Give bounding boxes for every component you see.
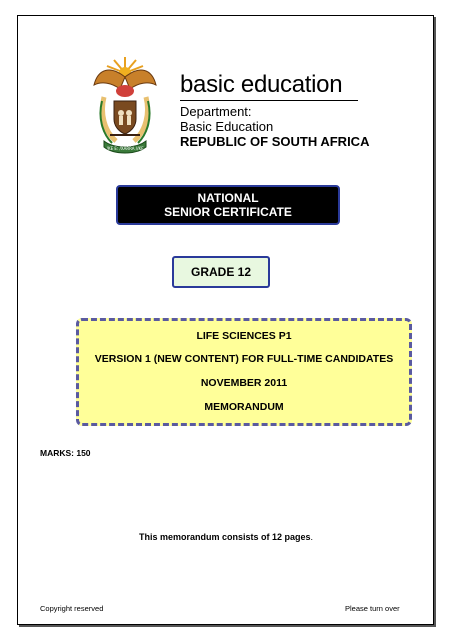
exam-info-box <box>76 318 412 426</box>
brand-divider <box>180 100 358 101</box>
footer-copyright: Copyright reserved <box>40 604 104 613</box>
footer-turn-over: Please turn over <box>345 604 400 613</box>
exam-date: NOVEMBER 2011 <box>200 377 288 389</box>
certificate-box <box>116 185 340 225</box>
grade-box: GRADE 12 <box>172 256 270 288</box>
country-name: REPUBLIC OF SOUTH AFRICA <box>180 134 370 149</box>
coat-of-arms-icon <box>90 55 160 155</box>
exam-version: VERSION 1 (NEW CONTENT) FOR FULL-TIME CANDIDATES <box>94 353 394 365</box>
marks-label: MARKS: 150 <box>40 448 91 458</box>
pages-note-text: This memorandum consists of 12 pages <box>138 532 311 542</box>
certificate-line-1: NATIONAL <box>197 191 259 205</box>
exam-subject: LIFE SCIENCES P1 <box>196 330 292 342</box>
department-label: Department: <box>180 104 252 119</box>
brand-block <box>180 72 369 149</box>
svg-text:!KE E: /XARRA //KE: !KE E: /XARRA //KE <box>106 146 144 151</box>
department-name: Basic Education <box>180 119 274 134</box>
brand-title: basic education <box>180 71 343 98</box>
exam-type: MEMORANDUM <box>204 401 284 413</box>
pages-note-end: . <box>310 532 314 542</box>
pages-note <box>0 532 452 542</box>
certificate-line-2: SENIOR CERTIFICATE <box>164 205 292 219</box>
